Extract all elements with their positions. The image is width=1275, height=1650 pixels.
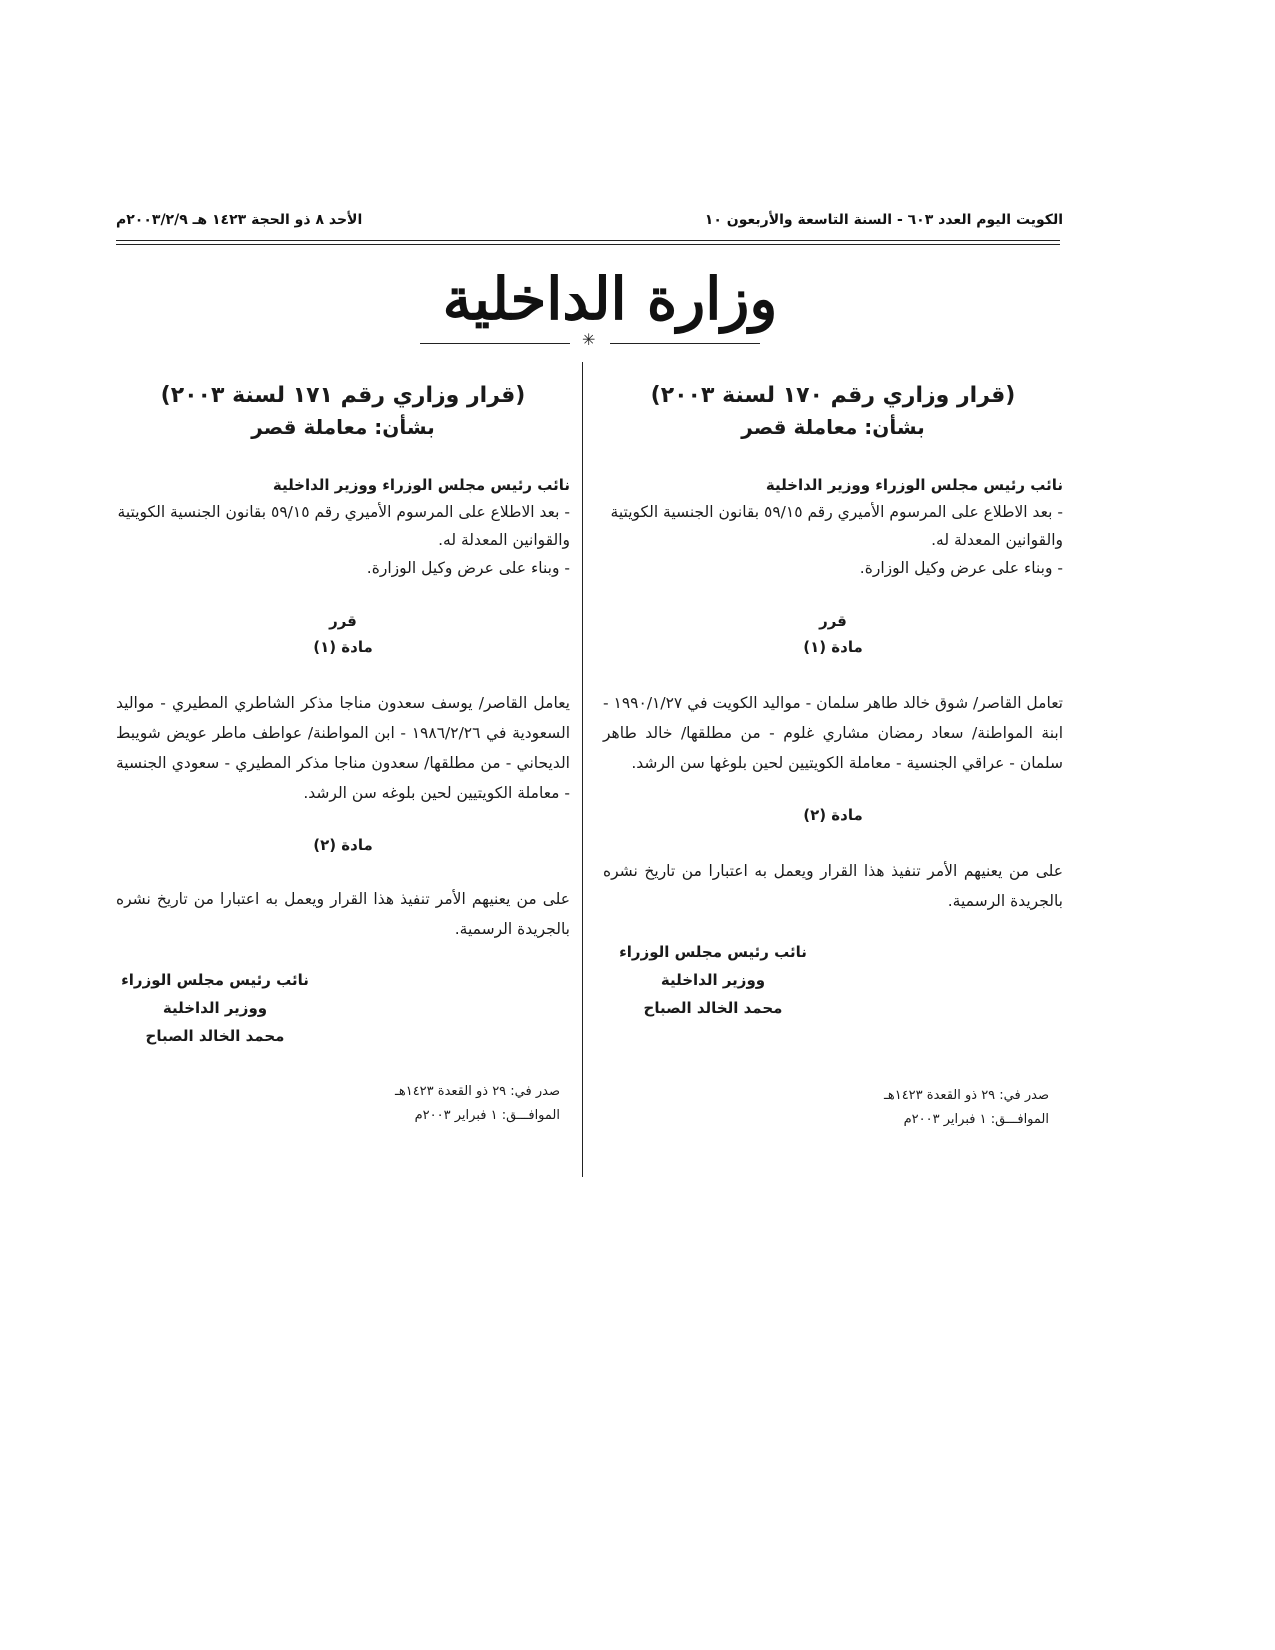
- issued-date-gregorian: الموافـــق: ١ فبراير ٢٠٠٣م: [414, 1108, 560, 1123]
- issue-date-block: [116, 1080, 560, 1128]
- title-ornament: [420, 330, 760, 350]
- issued-date-hijri: صدر في: ٢٩ ذو القعدة ١٤٢٣هـ: [884, 1088, 1049, 1103]
- preamble-item: - بعد الاطلاع على المرسوم الأميري رقم ٥٩/١٥ بقانون الجنسية الكويتية والقوانين المعدلة له.: [117, 503, 570, 549]
- article-text: تعامل القاصر/ شوق خالد طاهر سلمان - مواليد الكويت في ١٩٩٠/١/٢٧ - ابنة المواطنة/ سعاد رمضان مشاري غلوم - من مطلقها/ خالد طاهر سلمان - عراقي الجنسية - معاملة الكويتيين لحين بلوغها سن الرشد.: [603, 694, 1063, 772]
- ornament-star-icon: ✳: [582, 330, 596, 349]
- issuing-authority: نائب رئيس مجلس الوزراء ووزير الداخلية: [765, 476, 1063, 494]
- article-text: على من يعنيهم الأمر تنفيذ هذا القرار ويعمل به اعتبارا من تاريخ نشره بالجريدة الرسمية.: [116, 890, 570, 938]
- signature-title: ووزير الداخلية: [660, 971, 766, 989]
- preamble-item: - وبناء على عرض وكيل الوزارة.: [366, 559, 570, 577]
- signature-block: [120, 966, 310, 1050]
- ornament-line: [420, 343, 570, 344]
- decided-heading: قرر: [819, 612, 847, 630]
- issued-date-hijri: صدر في: ٢٩ ذو القعدة ١٤٢٣هـ: [395, 1084, 560, 1099]
- header-rule: [116, 240, 1060, 241]
- decree-title: (قرار وزاري رقم ١٧١ لسنة ٢٠٠٣): [160, 383, 526, 408]
- running-header-issue: الكويت اليوم العدد ٦٠٣ - السنة التاسعة والأربعون ١٠: [704, 212, 1063, 228]
- ornament-line: [610, 343, 760, 344]
- preamble-item: - وبناء على عرض وكيل الوزارة.: [859, 559, 1063, 577]
- article-heading: مادة (٢): [313, 836, 373, 854]
- header-rule: [116, 244, 1060, 245]
- running-header-date: الأحد ٨ ذو الحجة ١٤٢٣ هـ ٢٠٠٣/٢/٩م: [116, 212, 363, 228]
- decree-subject: بشأن: معاملة قصر: [741, 415, 925, 439]
- ministry-title: وزارة الداخلية: [442, 265, 778, 333]
- article-heading: مادة (٢): [803, 806, 863, 824]
- signature-name: محمد الخالد الصباح: [643, 999, 783, 1017]
- article-heading: مادة (١): [803, 638, 863, 656]
- decided-heading: قرر: [329, 612, 357, 630]
- decree-subject: بشأن: معاملة قصر: [251, 415, 435, 439]
- article-heading: مادة (١): [313, 638, 373, 656]
- signature-block: [613, 938, 813, 1022]
- signature-title: ووزير الداخلية: [162, 999, 268, 1017]
- decree-171: [116, 380, 570, 1128]
- column-divider: [582, 362, 583, 1177]
- issued-date-gregorian: الموافـــق: ١ فبراير ٢٠٠٣م: [903, 1112, 1049, 1127]
- signature-name: محمد الخالد الصباح: [145, 1027, 285, 1045]
- issuing-authority: نائب رئيس مجلس الوزراء ووزير الداخلية: [272, 476, 570, 494]
- article-text: على من يعنيهم الأمر تنفيذ هذا القرار ويعمل به اعتبارا من تاريخ نشره بالجريدة الرسمية.: [603, 862, 1063, 910]
- decree-title: (قرار وزاري رقم ١٧٠ لسنة ٢٠٠٣): [650, 383, 1016, 408]
- signature-title: نائب رئيس مجلس الوزراء: [619, 943, 807, 961]
- signature-title: نائب رئيس مجلس الوزراء: [121, 971, 309, 989]
- preamble-item: - بعد الاطلاع على المرسوم الأميري رقم ٥٩/١٥ بقانون الجنسية الكويتية والقوانين المعدلة له.: [610, 503, 1063, 549]
- issue-date-block: [603, 1084, 1049, 1132]
- decree-170: [603, 380, 1063, 1132]
- article-text: يعامل القاصر/ يوسف سعدون مناجا مذكر الشاطري المطيري - مواليد السعودية في ١٩٨٦/٢/٢٦ - ابن المواطنة/ عواطف ماطر عويض شويبط الديحاني - من مطلقها/ سعدون مناجا مذكر المطيري - سعودي الجنسية - معاملة الكويتيين لحين بلوغه سن الرشد.: [116, 694, 570, 802]
